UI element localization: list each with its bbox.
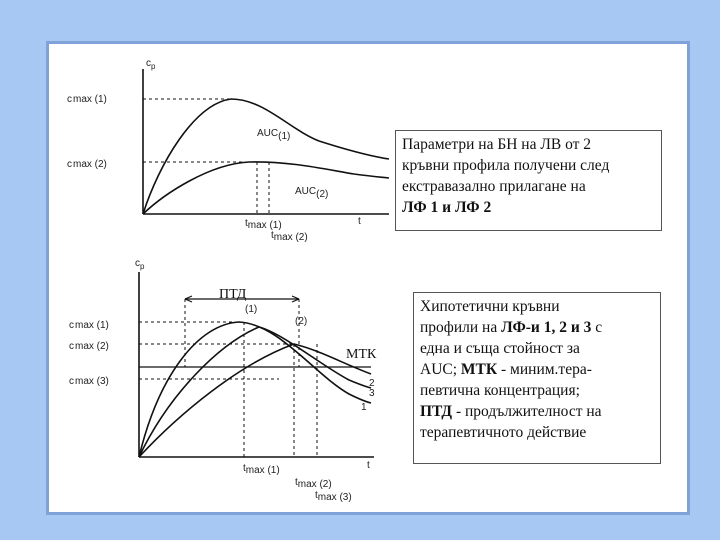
top-curve-1	[143, 99, 389, 214]
slide	[46, 41, 690, 515]
bottom-t-axis-label: t	[367, 460, 370, 471]
bottom-curve1-num: 1	[361, 402, 367, 413]
bottom-curve-2	[139, 327, 371, 457]
top-curve-2	[143, 162, 389, 214]
caption-bottom-line-5: певтична концентрация;	[420, 382, 580, 399]
caption-bottom-line-1: Хипотетични кръвни	[420, 298, 560, 315]
top-tmax1-text: tmax (1)	[245, 218, 282, 231]
bottom-cmax1-text: cmax (1)	[69, 320, 109, 331]
caption-bottom-line-4: AUC; МТК - миним.тера-	[420, 361, 592, 378]
mtk-label: МТК	[346, 347, 377, 362]
bottom-curve3-num: 3	[369, 388, 375, 399]
top-cmax2-text: cmax (2)	[67, 159, 107, 170]
bottom-cmax2-text: cmax (2)	[69, 341, 109, 352]
caption-top-line-2: кръвни профила получени след	[402, 157, 610, 174]
bottom-cp-label: $c_p$	[135, 258, 145, 271]
caption-top-line-4: ЛФ 1 и ЛФ 2	[402, 199, 492, 216]
bottom-tmax1-text: tmax (1)	[243, 463, 280, 476]
caption-bottom-line-6: ПТД - продължителност на	[420, 403, 602, 420]
bottom-chart	[139, 272, 377, 457]
top-cmax1-text: cmax (1)	[67, 94, 107, 105]
caption-bottom-line-2: профили на ЛФ-и 1, 2 и 3 с	[420, 319, 603, 336]
caption-top	[395, 130, 662, 231]
top-chart	[143, 69, 389, 214]
top-t-axis-label: t	[358, 216, 361, 227]
ptd-label: ПТД	[219, 287, 247, 302]
bottom-curve2-num: 2	[369, 378, 375, 389]
caption-top-line-3: екстравазално прилагане на	[402, 178, 586, 195]
top-tmax2-text: tmax (2)	[271, 230, 308, 243]
caption-bottom-line-7: терапевтичното действие	[420, 424, 587, 441]
bottom-tmax3-text: tmax (3)	[315, 490, 352, 503]
caption-top-line-1: Параметри на БН на ЛВ от 2	[402, 136, 592, 153]
top-auc2-text: AUC(2)	[295, 186, 329, 200]
caption-bottom	[413, 292, 661, 464]
top-cp-label: $c_p$	[146, 58, 156, 71]
bottom-cmax3-text: cmax (3)	[69, 376, 109, 387]
bottom-curve-1	[139, 322, 371, 457]
bottom-tmax2-text: tmax (2)	[295, 477, 332, 490]
caption-bottom-line-3: една и съща стойност за	[420, 340, 580, 357]
bottom-peak1-text: (1)	[245, 304, 258, 315]
top-auc1-text: AUC(1)	[257, 128, 291, 142]
bottom-peak2-text: (2)	[295, 316, 308, 327]
